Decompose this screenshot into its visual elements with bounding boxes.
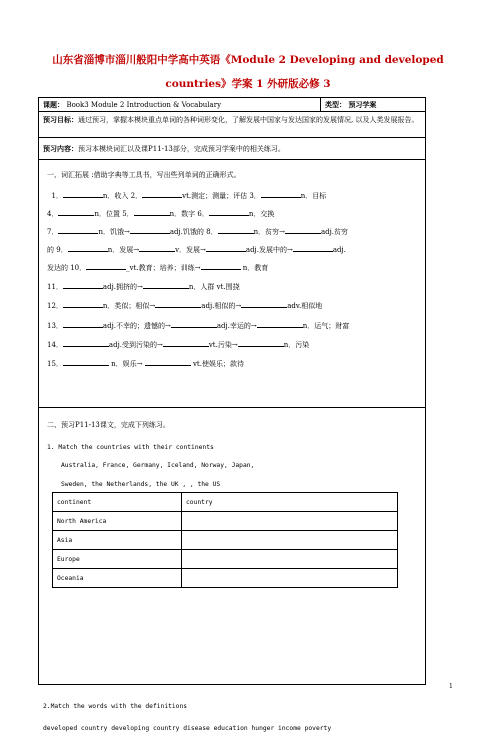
answer-blank[interactable] [63, 339, 109, 347]
question-1: 1. Match the countries with their continents [47, 444, 214, 451]
answer-blank[interactable] [58, 226, 98, 234]
vocab-line-7: 12． n．类似；相似→ adj.相似的→ adv.相似地 [47, 302, 323, 310]
vocabulary-section [39, 160, 425, 408]
goal-label: 预习目标： [43, 115, 78, 124]
answer-blank[interactable] [139, 244, 175, 252]
page-number: 1 [449, 683, 453, 690]
type-cell [321, 98, 425, 111]
table-row [53, 512, 398, 531]
worksheet-table [38, 97, 426, 732]
type-label: 类型： [325, 100, 346, 109]
answer-blank[interactable] [68, 244, 108, 252]
vocab-line-4: 的 9． n．发展→ v．发展→ adj.发展中的→ adj. [47, 246, 346, 254]
answer-blank[interactable] [142, 190, 182, 198]
type-value: 预习学案 [348, 100, 377, 109]
answer-blank[interactable] [145, 358, 191, 366]
answer-blank[interactable] [206, 244, 246, 252]
table-header-row [53, 493, 398, 512]
document-title-line-2: countries》学案 1 外研版必修 3 [165, 78, 331, 90]
answer-blank[interactable] [241, 300, 287, 308]
country-answer-cell[interactable] [182, 550, 398, 569]
column-header-country: country [182, 493, 398, 512]
table-row [53, 569, 398, 588]
content-text: 预习本模块词汇以及课P11-13部分，完成预习学案中的相关练习。 [78, 145, 285, 153]
answer-blank[interactable] [155, 300, 201, 308]
vocab-line-8: 13． adj.不幸的；遗憾的→ adj.幸运的→ n．运气；财富 [47, 322, 350, 330]
table-row [53, 531, 398, 550]
content-label: 预习内容： [43, 144, 78, 153]
continent-cell: North America [53, 512, 182, 531]
section1-heading: 一、词汇拓展 :借助字典等工具书，写出些列单词的正确形式。 [47, 171, 241, 179]
column-header-continent: continent [53, 493, 182, 512]
goal-cell [39, 112, 425, 137]
answer-blank[interactable] [63, 281, 103, 289]
goal-row [39, 112, 425, 138]
topic-cell [39, 98, 321, 111]
answer-blank[interactable] [257, 320, 303, 328]
answer-blank[interactable] [63, 320, 103, 328]
answer-blank[interactable] [63, 358, 109, 366]
country-answer-cell[interactable] [182, 531, 398, 550]
answer-blank[interactable] [130, 226, 170, 234]
vocab-line-9: 14． adj.受到污染的→ vt.污染→ n．污染 [47, 341, 310, 349]
vocab-line-6: 11． adj.拥挤的→ n．人群 vt.围挠 [47, 283, 240, 291]
answer-blank[interactable] [163, 339, 209, 347]
country-answer-cell[interactable] [182, 512, 398, 531]
answer-blank[interactable] [285, 226, 321, 234]
answer-blank[interactable] [63, 300, 103, 308]
topic-value: Book3 Module 2 Introduction & Vocabulary [66, 101, 222, 109]
country-answer-cell[interactable] [182, 569, 398, 588]
goal-text: 通过预习，掌握本模块重点单词的各种词形变化，了解发展中国家与发达国家的发展情况, 以及人类发展报告。 [78, 116, 419, 124]
answer-blank[interactable] [218, 226, 254, 234]
answer-blank[interactable] [63, 190, 103, 198]
answer-blank[interactable] [86, 262, 126, 270]
continent-country-table [52, 492, 398, 588]
vocab-line-3: 7． n．饥饿→ adj.饥饿的 8． n．贫穷→ adj.贫穷 [47, 228, 349, 236]
vocab-line-2: 4． n．位置 5． n．数字 6． n．交换 [47, 210, 275, 218]
question-2: 2.Match the words with the definitions [43, 703, 188, 710]
answer-blank[interactable] [209, 208, 249, 216]
continent-cell: Europe [53, 550, 182, 569]
vocab-line-1: 1． n．收入 2． vt.测定；测量；评估 3． n．目标 [51, 192, 327, 200]
content-cell [39, 138, 425, 159]
continent-cell: Asia [53, 531, 182, 550]
answer-blank[interactable] [201, 262, 241, 270]
answer-blank[interactable] [238, 339, 284, 347]
answer-blank[interactable] [58, 208, 94, 216]
reading-section [39, 408, 425, 732]
table-row [53, 550, 398, 569]
answer-blank[interactable] [134, 208, 170, 216]
word-list: developed country developing country disease education hunger income poverty [43, 725, 332, 732]
vocab-line-10: 15． n．娱乐→ vt.使娱乐；款待 [47, 360, 244, 368]
content-row [39, 138, 425, 160]
answer-blank[interactable] [261, 190, 301, 198]
section2-heading: 二、预习P11-13课文，完成下列练习。 [47, 421, 170, 429]
document-title-line-1: 山东省淄博市淄川般阳中学高中英语《Module 2 Developing and developed [52, 54, 444, 66]
vocab-line-5: 发达的 10． _vt.教育；培养；训练→ n．教育 [47, 264, 269, 272]
answer-blank[interactable] [293, 244, 333, 252]
topic-label: 课题： [43, 100, 64, 109]
countries-list-1: Australia, France, Germany, Iceland, Norway, Japan, [61, 462, 255, 469]
answer-blank[interactable] [171, 320, 217, 328]
countries-list-2: Sweden, the Netherlands, the UK , , the US [61, 481, 221, 488]
header-row [39, 98, 425, 112]
answer-blank[interactable] [143, 281, 189, 289]
continent-cell: Oceania [53, 569, 182, 588]
